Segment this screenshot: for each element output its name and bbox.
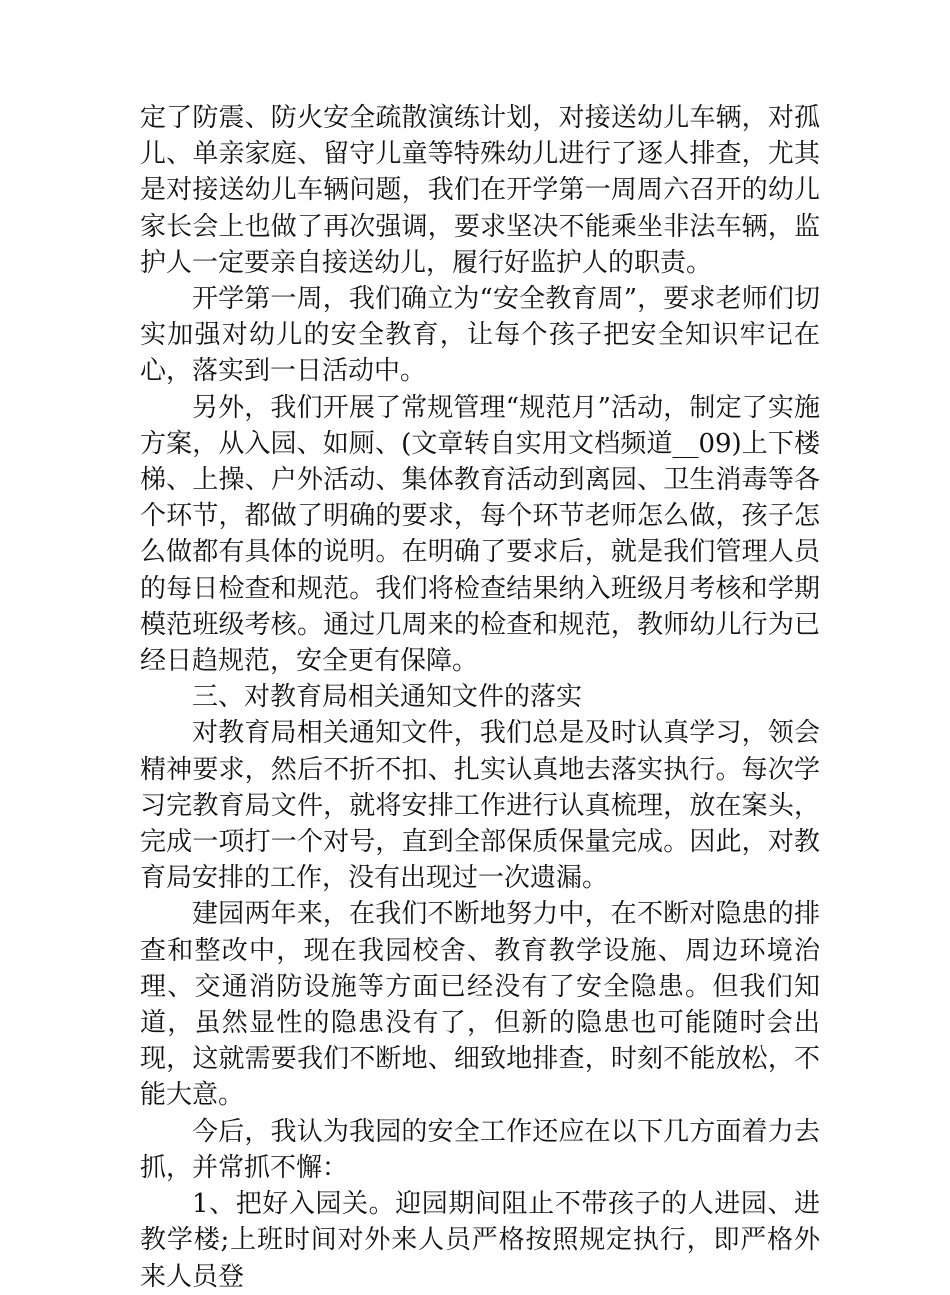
section-heading-bureau-notices: 三、对教育局相关通知文件的落实 <box>192 682 583 713</box>
document-body <box>140 100 820 1295</box>
paragraph-future-focus: 今后，我认为我园的安全工作还应在以下几方面着力去抓，并常抓不懈： <box>140 1116 820 1183</box>
paragraph-bureau-notices: 对教育局相关通知文件，我们总是及时认真学习，领会精神要求，然后不折不扣、扎实认真地去落实执行。每次学习完教育局文件，就将安排工作进行认真梳理，放在案头，完成一项打一个对号，直到全部保质保量完成。因此，对教育局安排的工作，没有出现过一次遗漏。 <box>140 718 820 894</box>
paragraph-entry-control: 1、把好入园关。迎园期间阻止不带孩子的人进园、进教学楼;上班时间对外来人员严格按照规定执行，即严格外来人员登 <box>140 1189 820 1292</box>
paragraph-standard-month: 另外，我们开展了常规管理“规范月”活动，制定了实施方案，从入园、如厕、(文章转自实用文档频道__09)上下楼梯、上操、户外活动、集体教育活动到离园、卫生消毒等各个环节，都做了明确的要求，每个环节老师怎么做，孩子怎么做都有具体的说明。在明确了要求后，就是我们管理人员的每日检查和规范。我们将检查结果纳入班级月考核和学期模范班级考核。通过几周来的检查和规范，教师幼儿行为已经日趋规范，安全更有保障。 <box>140 392 820 677</box>
paragraph-safety-education-week: 开学第一周，我们确立为“安全教育周”，要求老师们切实加强对幼儿的安全教育，让每个孩子把安全知识牢记在心，落实到一日活动中。 <box>140 284 820 387</box>
paragraph-two-years: 建园两年来，在我们不断地努力中，在不断对隐患的排查和整改中，现在我园校舍、教育教学设施、周边环境治理、交通消防设施等方面已经没有了安全隐患。但我们知道，虽然显性的隐患没有了，但新的隐患也可能随时会出现，这就需要我们不断地、细致地排查，时刻不能放松，不能大意。 <box>140 899 820 1111</box>
paragraph-safety-drill-plan: 定了防震、防火安全疏散演练计划，对接送幼儿车辆，对孤儿、单亲家庭、留守儿童等特殊幼儿进行了逐人排查，尤其是对接送幼儿车辆问题，我们在开学第一周周六召开的幼儿家长会上也做了再次强调，要求坚决不能乘坐非法车辆，监护人一定要亲自接送幼儿，履行好监护人的职责。 <box>140 103 820 278</box>
